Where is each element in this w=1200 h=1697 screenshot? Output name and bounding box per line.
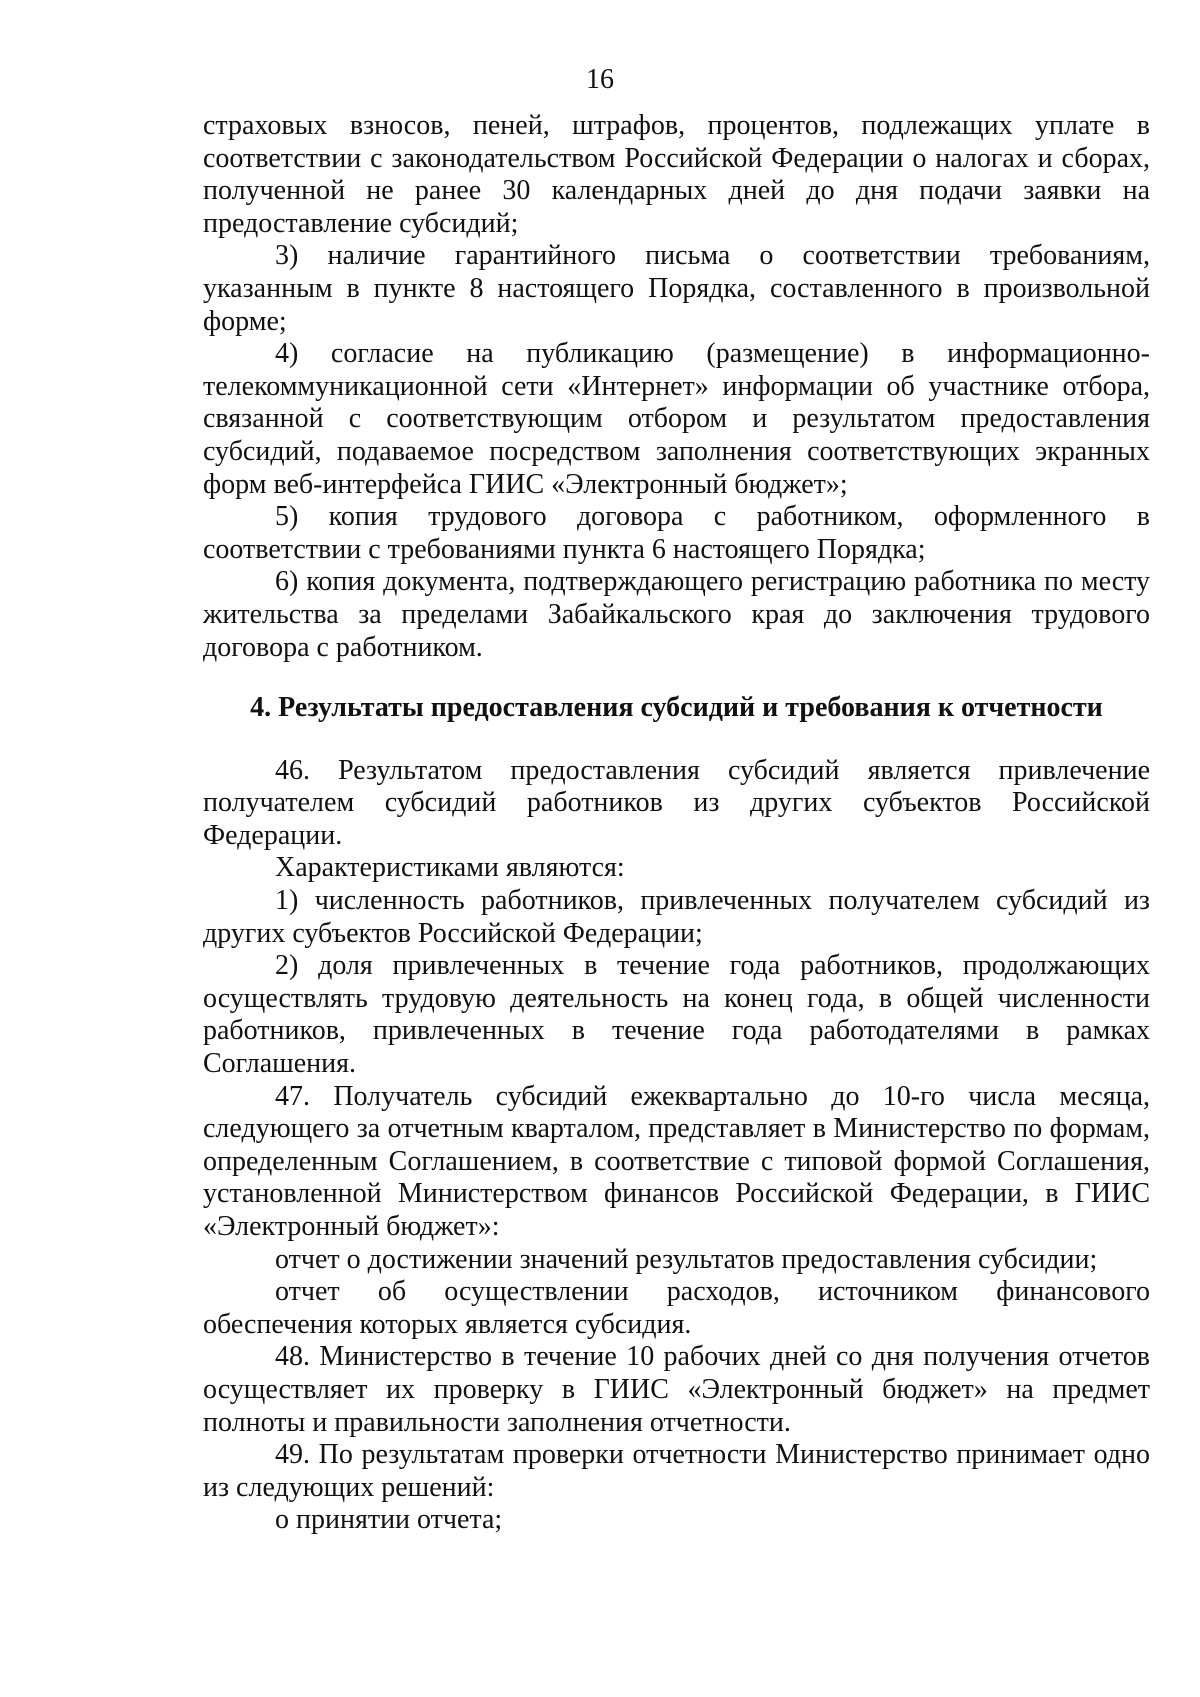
paragraph: 49. По результатам проверки отчетности Министерство принимает одно из следующих решений:: [203, 1439, 1150, 1503]
paragraph: 5) копия трудового договора с работником, оформленного в соответствии с требованиями пункта 6 настоящего Порядка;: [203, 501, 1150, 565]
paragraph: Характеристиками являются:: [275, 852, 625, 884]
paragraph: о принятии отчета;: [275, 1504, 503, 1536]
page-number: 16: [586, 64, 614, 95]
paragraph: отчет об осуществлении расходов, источником финансового обеспечения которых является субсидия.: [203, 1276, 1150, 1340]
paragraph: 1) численность работников, привлеченных получателем субсидий из других субъектов Российской Федерации;: [203, 885, 1150, 949]
paragraphs-before-heading: [203, 110, 1150, 664]
paragraphs-after-heading: [203, 755, 1150, 1537]
document-body: [203, 110, 1150, 1537]
paragraph: 48. Министерство в течение 10 рабочих дней со дня получения отчетов осуществляет их проверку в ГИИС «Электронный бюджет» на предмет полноты и правильности заполнения отчетности.: [203, 1341, 1150, 1438]
paragraph: 47. Получатель субсидий ежеквартально до 10-го числа месяца, следующего за отчетным кварталом, представляет в Министерство по формам, определенным Соглашением, в соответствие с типовой формой Соглашения, установленной Министерством финансов Российской Федерации, в ГИИС «Электронный бюджет»:: [203, 1080, 1150, 1242]
paragraph: 46. Результатом предоставления субсидий является привлечение получателем субсидий работников из других субъектов Российской Федерации.: [203, 754, 1150, 851]
section-heading: 4. Результаты предоставления субсидий и требования к отчетности: [250, 692, 1103, 724]
paragraph: отчет о достижении значений результатов предоставления субсидии;: [275, 1243, 1098, 1275]
paragraph: страховых взносов, пеней, штрафов, процентов, подлежащих уплате в соответствии с законодательством Российской Федерации о налогах и сборах, полученной не ранее 30 календарных дней до дня подачи заявки на предоставление субсидий;: [203, 110, 1150, 239]
paragraph: 3) наличие гарантийного письма о соответствии требованиям, указанным в пункте 8 настоящего Порядка, составленного в произвольной форме;: [203, 240, 1150, 337]
paragraph: 2) доля привлеченных в течение года работников, продолжающих осуществлять трудовую деятельность на конец года, в общей численности работников, привлеченных в течение года работодателями в рамках Соглашения.: [203, 950, 1150, 1080]
paragraph: 4) согласие на публикацию (размещение) в информационно-телекоммуникационной сети «Интернет» информации об участнике отбора, связанной с соответствующим отбором и результатом предоставления субсидий, подаваемое посредством заполнения соответствующих экранных форм веб-интерфейса ГИИС «Электронный бюджет»;: [203, 338, 1150, 500]
paragraph: 6) копия документа, подтверждающего регистрацию работника по месту жительства за пределами Забайкальского края до заключения трудового договора с работником.: [203, 566, 1150, 663]
